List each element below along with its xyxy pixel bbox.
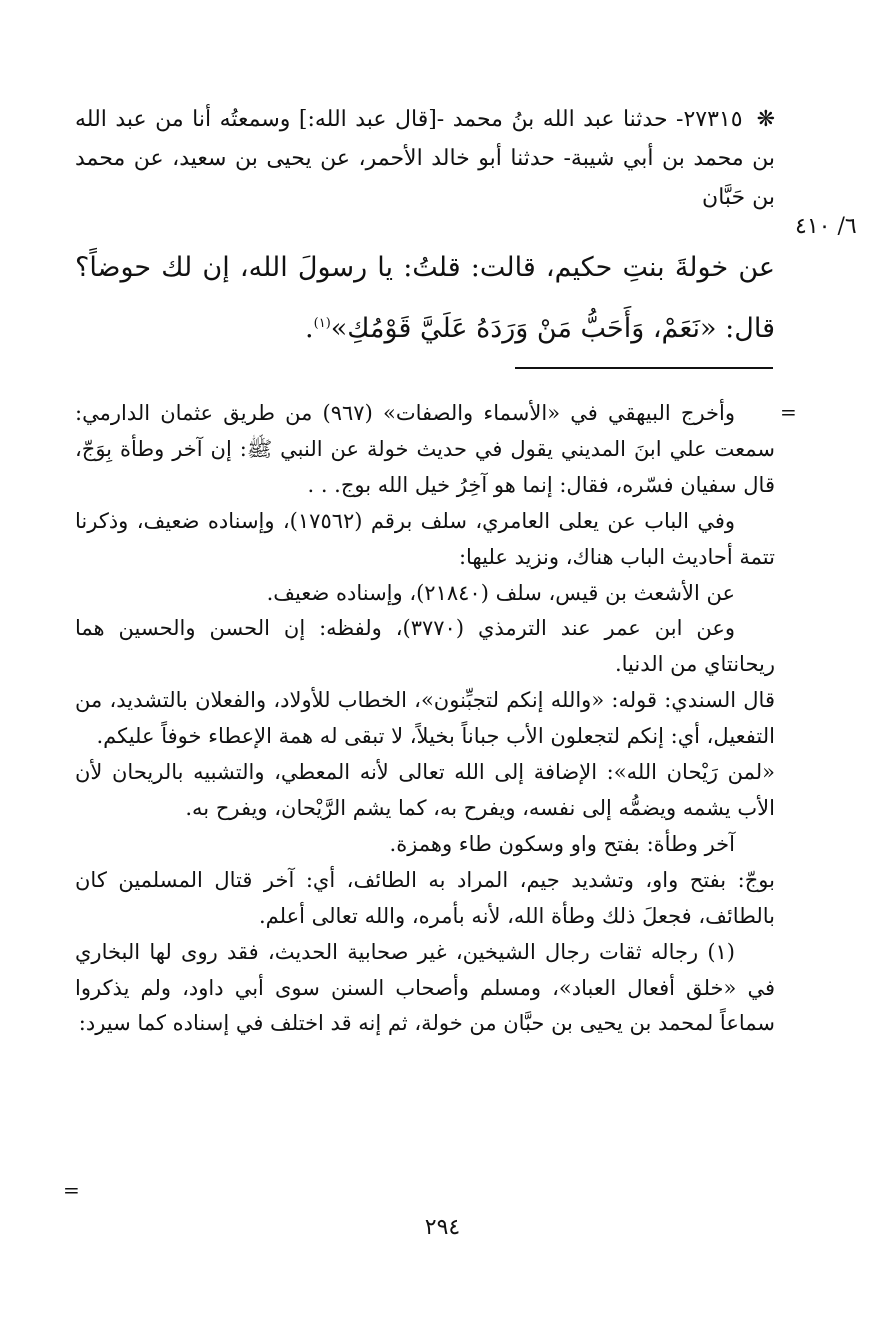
continuation-mark-end: =	[63, 1178, 80, 1202]
note-paragraph-8: بوجّ: بفتح واو، وتشديد جيم، المراد به الطائف، أي: آخر قتال المسلمين كان بالطائف، فجعلَ ذلك وطأة الله، لأنه بأمره، والله تعالى أعلم.	[75, 867, 775, 928]
note-paragraph-5: قال السندي: قوله: «والله إنكم لتجبِّنون»، الخطاب للأولاد، والفعلان بالتشديد، من التفعيل، أي: إنكم لتجعلون الأب جباناً بخيلاً، لا تبقى له همة الإعطاء خوفاً عليكم.	[75, 688, 775, 749]
note-paragraph-3: عن الأشعث بن قيس، سلف (٢١٨٤٠)، وإسناده ضعيف.	[266, 580, 735, 605]
note-paragraph-2: وفي الباب عن يعلى العامري، سلف برقم (١٧٥٦٢)، وإسناده ضعيف، وذكرنا تتمة أحاديث الباب هناك، ونزيد عليها:	[75, 508, 775, 569]
hadith-chain-text: ٢٧٣١٥- حدثنا عبد الله بنُ محمد -[قال عبد الله:] وسمعتُه أنا من عبد الله بن محمد بن أبي شيبة- حدثنا أبو خالد الأحمر، عن يحيى بن سعيد، عن محمد بن حَبَّان	[75, 107, 775, 210]
footnote-separator	[515, 367, 773, 369]
note-paragraph-4: وعن ابن عمر عند الترمذي (٣٧٧٠)، ولفظه: إن الحسن والحسين هما ريحانتاي من الدنيا.	[75, 616, 775, 677]
footnotes	[75, 396, 775, 1042]
note-paragraph-9: (١) رجاله ثقات رجال الشيخين، غير صحابية الحديث، فقد روى لها البخاري في «خلق أفعال العباد»، ومسلم وأصحاب السنن سوى أبي داود، ولم يذكروا سماعاً لمحمد بن يحيى بن حبَّان من خولة، ثم إنه قد اختلف في إسناده كما سيرد:	[75, 939, 775, 1036]
note-paragraph-6: «لمن رَيْحان الله»: الإضافة إلى الله تعالى لأنه المعطي، والتشبيه بالريحان لأن الأب يشمه ويضمُّه إلى نفسه، ويفرح به، كما يشم الرَّيْحان، ويفرح به.	[75, 760, 775, 820]
margin-volume-page-ref: ٦/ ٤١٠	[795, 214, 857, 239]
continuation-mark-start: =	[780, 400, 797, 424]
hadith-star-icon: ❋	[756, 107, 775, 132]
hadith-header	[75, 100, 775, 217]
hadith-matn-text: عن خولةَ بنتِ حكيم، قالت: قلتُ: يا رسولَ الله، إن لك حوضاً؟ قال: «نَعَمْ، وَأَحَبُّ مَنْ وَرَدَهُ عَلَيَّ قَوْمُكِ»	[75, 252, 775, 344]
footnote-ref: (١)	[313, 316, 331, 331]
hadith-matn: عن خولةَ بنتِ حكيم، قالت: قلتُ: يا رسولَ الله، إن لك حوضاً؟ قال: «نَعَمْ، وَأَحَبُّ مَنْ وَرَدَهُ عَلَيَّ قَوْمُكِ»$^{(١)}$.	[75, 252, 775, 344]
note-paragraph-1: وأخرج البيهقي في «الأسماء والصفات» (٩٦٧) من طريق عثمان الدارمي: سمعت علي ابنَ المديني يقول في حديث خولة عن النبي ﷺ: إن آخر وطأة بِوَجّ، قال سفيان فسّره، فقال: إنما هو آخِرُ خيل الله بوج. . .	[75, 401, 775, 497]
page-number: ٢٩٤	[424, 1215, 461, 1240]
note-paragraph-7: آخر وطأة: بفتح واو وسكون طاء وهمزة.	[389, 831, 735, 856]
